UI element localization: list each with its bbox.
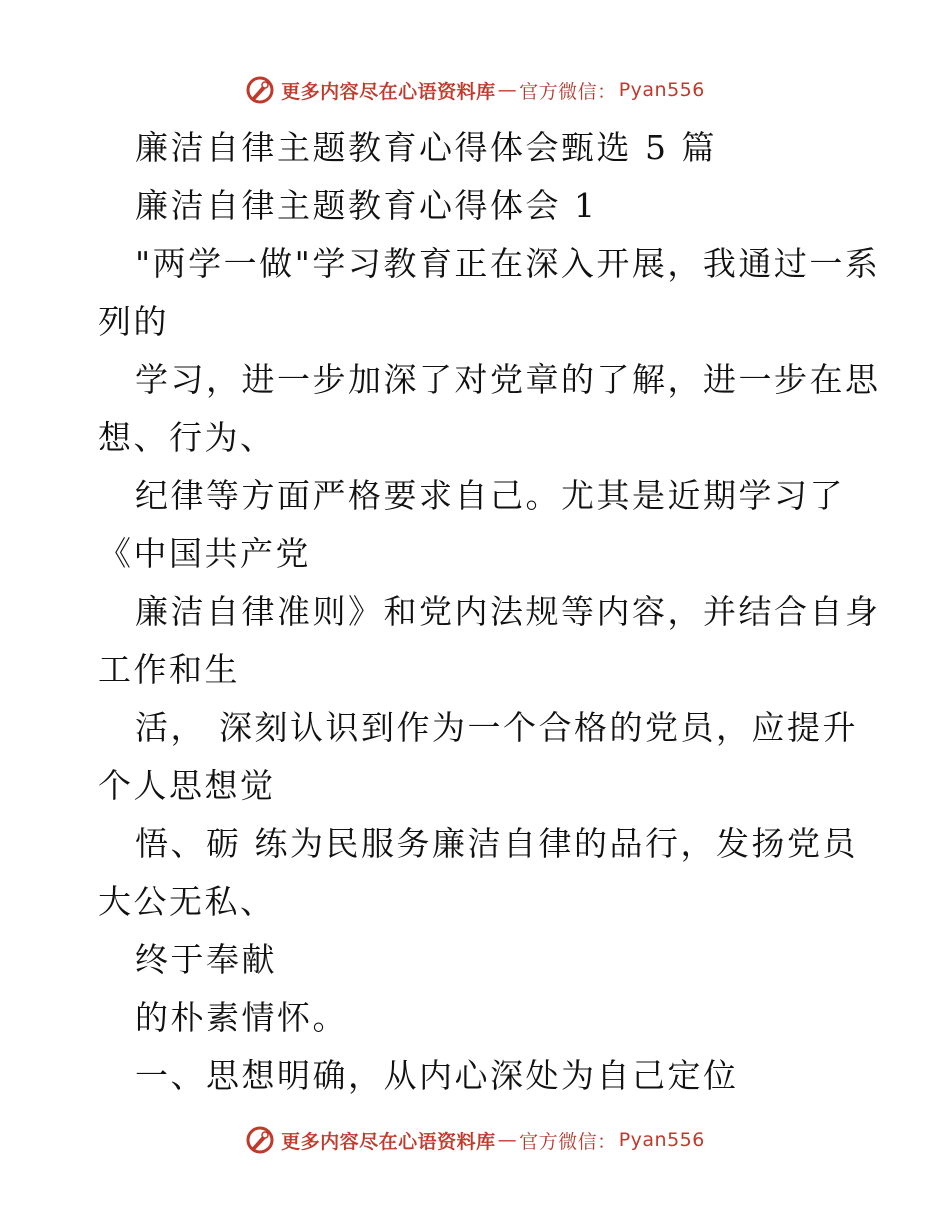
watermark-wechat-id: Pyan556: [618, 1129, 705, 1151]
subsection-heading: 一、思想明确，从内心深处为自己定位: [135, 1056, 739, 1095]
watermark-banner-bottom: [0, 1120, 950, 1160]
paragraph-line: 终于奉献: [135, 940, 277, 979]
paragraph-line: "两学一做"学习教育正在深入开展，我通过一系: [135, 244, 881, 283]
paragraph-line: 《中国共产党: [98, 534, 311, 573]
paragraph-line: 活， 深刻认识到作为一个合格的党员，应提升: [135, 708, 858, 747]
paragraph-line: 廉洁自律准则》和党内法规等内容，并结合自身: [135, 592, 881, 631]
section-heading: 廉洁自律主题教育心得体会 1: [135, 186, 598, 225]
paragraph-line: 悟、砺 练为民服务廉洁自律的品行，发扬党员: [135, 824, 858, 863]
watermark-wechat-id: Pyan556: [618, 79, 705, 101]
paragraph-line: 纪律等方面严格要求自己。尤其是近期学习了: [135, 476, 845, 515]
watermark-separator: —: [497, 79, 518, 101]
watermark-brand: 更多内容尽在心语资料库: [281, 1130, 496, 1153]
paragraph-line: 列的: [98, 302, 169, 341]
watermark-official-label: 官方微信：: [519, 1130, 617, 1153]
paragraph-line: 个人思想觉: [98, 766, 276, 805]
paragraph-line: 大公无私、: [98, 882, 276, 921]
red-quill-logo-icon: [245, 75, 275, 105]
watermark-banner-top: [0, 70, 950, 110]
watermark-separator: —: [497, 1129, 518, 1151]
paragraph-line: 想、行为、: [98, 418, 276, 457]
document-title: 廉洁自律主题教育心得体会甄选 5 篇: [135, 128, 717, 167]
watermark-official-label: 官方微信：: [519, 80, 617, 103]
red-quill-logo-icon: [245, 1125, 275, 1155]
paragraph-line: 学习，进一步加深了对党章的了解，进一步在思: [135, 360, 881, 399]
watermark-brand: 更多内容尽在心语资料库: [281, 80, 496, 103]
paragraph-line: 工作和生: [98, 650, 240, 689]
paragraph-line: 的朴素情怀。: [135, 998, 348, 1037]
